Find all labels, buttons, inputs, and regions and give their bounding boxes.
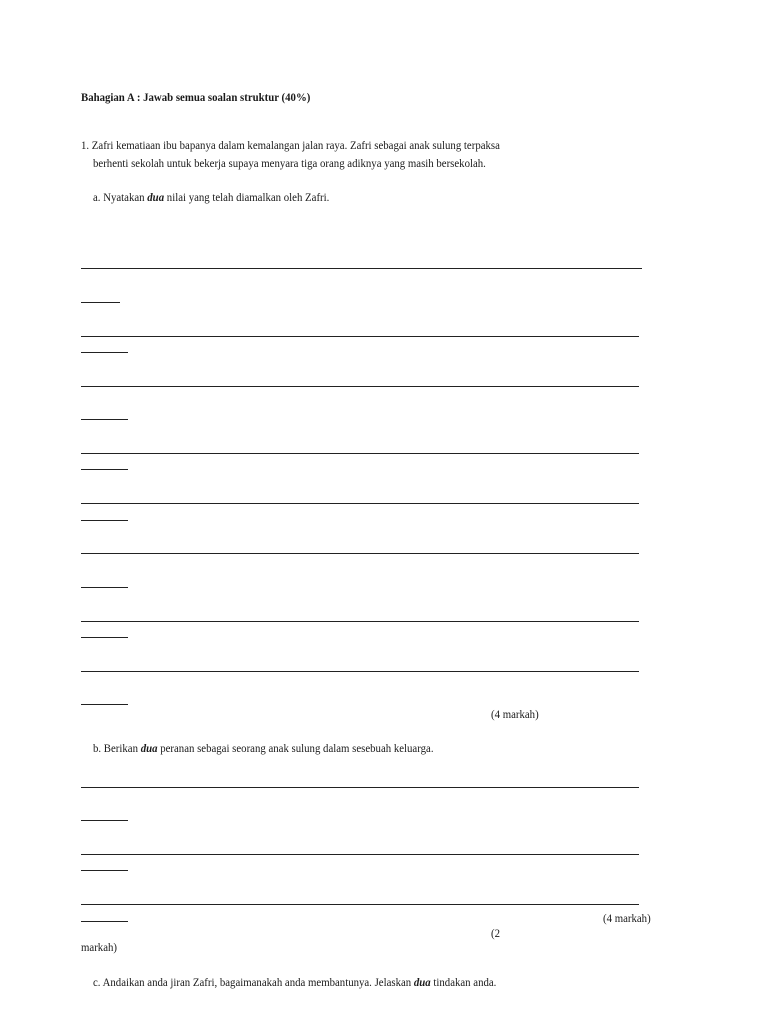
answer-line[interactable] — [81, 336, 639, 337]
question-1a-prompt — [93, 190, 329, 205]
question-1a-prefix: a. Nyatakan — [93, 190, 148, 204]
answer-line[interactable] — [81, 787, 639, 788]
answer-line-short[interactable] — [81, 520, 128, 521]
answer-line[interactable] — [81, 268, 642, 269]
answer-line[interactable] — [81, 553, 639, 554]
question-1b-prefix: b. Berikan — [93, 741, 141, 755]
question-1a-emphasis: dua — [147, 190, 165, 204]
answer-line-short[interactable] — [81, 352, 128, 353]
answer-line-short[interactable] — [81, 587, 128, 588]
answer-line[interactable] — [81, 503, 639, 504]
answer-line-short[interactable] — [81, 302, 120, 303]
question-1b-emphasis: dua — [140, 741, 158, 755]
answer-line-short[interactable] — [81, 419, 128, 420]
question-1b-marks-split-close: markah) — [81, 940, 117, 954]
question-1b-prompt — [93, 741, 434, 756]
answer-line[interactable] — [81, 671, 639, 672]
question-1a-suffix: nilai yang telah diamalkan oleh Zafri. — [164, 190, 330, 204]
question-1b-marks-split-open: (2 — [491, 926, 500, 940]
question-1c-emphasis: dua — [413, 975, 431, 989]
question-1-stem-line-1: 1. Zafri kematiaan ibu bapanya dalam kemalangan jalan raya. Zafri sebagai anak sulung terpaksa — [81, 138, 500, 152]
question-1a-marks: (4 markah) — [491, 707, 539, 721]
answer-line[interactable] — [81, 854, 639, 855]
answer-line-short[interactable] — [81, 637, 128, 638]
question-1c-prefix: c. Andaikan anda jiran Zafri, bagaimanakah anda membantunya. Jelaskan — [93, 975, 414, 989]
question-1b-marks-right: (4 markah) — [603, 911, 651, 925]
answer-line-short[interactable] — [81, 870, 128, 871]
answer-line-short[interactable] — [81, 820, 128, 821]
question-1c-suffix: tindakan anda. — [430, 975, 497, 989]
section-title: Bahagian A : Jawab semua soalan struktur (40%) — [81, 90, 311, 104]
question-1c-prompt — [93, 975, 496, 990]
answer-line-short[interactable] — [81, 704, 128, 705]
answer-line[interactable] — [81, 621, 639, 622]
question-1b-suffix: peranan sebagai seorang anak sulung dalam sesebuah keluarga. — [157, 741, 434, 755]
answer-line-short[interactable] — [81, 469, 128, 470]
answer-line[interactable] — [81, 453, 639, 454]
question-1-stem-line-2: berhenti sekolah untuk bekerja supaya menyara tiga orang adiknya yang masih bersekolah. — [93, 156, 486, 170]
answer-line-short[interactable] — [81, 921, 128, 922]
answer-line[interactable] — [81, 386, 639, 387]
answer-line[interactable] — [81, 904, 639, 905]
